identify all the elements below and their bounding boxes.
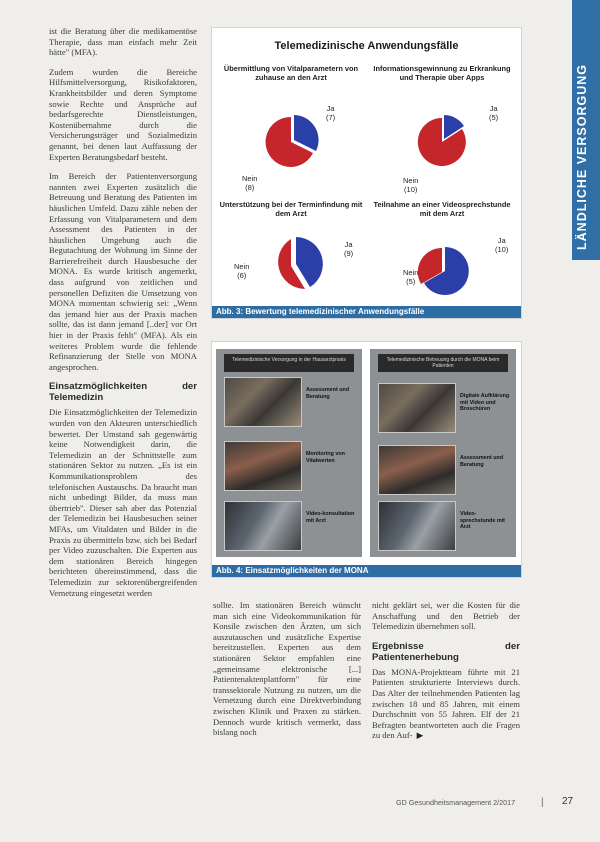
photo-row <box>224 377 354 427</box>
pie-label-ja: Ja (7) <box>326 104 336 122</box>
photo-image <box>224 441 302 491</box>
figure-pie-charts <box>211 27 522 319</box>
photo-image <box>224 377 302 427</box>
panel-heading: Telemedizinische Betreuung durch die MONA beim Patienten <box>378 354 508 372</box>
panel-hausarztpraxis <box>216 349 362 557</box>
photo-label: Video-konsultation mit Arzt <box>306 511 355 524</box>
photo-image <box>378 501 456 551</box>
pie-label-ja: Ja (10) <box>495 236 509 254</box>
pie-slice-ja <box>296 237 323 287</box>
photo-label: Assessment und Beratung <box>306 387 350 400</box>
section-tab <box>572 0 600 260</box>
pie-label-ja: Ja (5) <box>489 104 499 122</box>
pie-title: Informationsgewinnung zu Erkrankung und Therapie über Apps <box>373 64 511 82</box>
pie-title: Unterstützung bei der Terminfindung mit dem Arzt <box>219 200 363 218</box>
continue-arrow-icon: ▶ <box>416 731 424 742</box>
pie-label-nein: Nein (8) <box>242 174 258 192</box>
pie-svg <box>216 92 366 192</box>
section-heading: Ergebnisse der Patientenerhebung <box>372 640 520 663</box>
footer-separator: | <box>541 797 544 808</box>
section-heading: Einsatzmöglichkeiten der Telemedizin <box>49 381 197 404</box>
pie-label-nein: Nein (5) <box>403 268 419 286</box>
photo-image <box>224 501 302 551</box>
photo-image <box>378 445 456 495</box>
text-column-2 <box>213 600 361 747</box>
photo-label: Video-sprechstunde mit Arzt <box>460 511 505 531</box>
photo-label: Assessment und Beratung <box>460 455 504 468</box>
photo-label: Digitale Aufklärung mit Video und Broschüren <box>460 393 510 413</box>
paragraph: Die Einsatzmöglichkeiten der Telemedizin wurden von den Akteuren unterschiedlich bewertet. Der Umstand sah gegenwärtig keine Notwendigkeit darin, die Telemedizin an der Schnittstelle zum stationären Sektor zu nutzen. „Es ist ein Kommunikationsproblem des telefonischen Austauschs. Da braucht man nicht unbedingt Bilder, da muss man übertrieb". Dieser sah aber das Potenzial der Telemedizin bei Hausbesuchen seiner MFAs, um Vitaldaten und Bilder in die Praxis zu übermitteln bzw. sich bei Bedarf per Video zuzuschalten. Die Experten aus dem stationären Bereich hingegen berichteten übereinstimmend, dass die Telemedizin zur sektorenübergreifenden Vernetzung eingesetzt werden <box>49 407 197 598</box>
paragraph: nicht geklärt sei, wer die Kosten für die Anschaffung und den Betrieb der Telemedizin übernehmen soll. <box>372 600 520 632</box>
figure-mona-photos <box>211 341 522 578</box>
text-column-3 <box>372 600 520 751</box>
pie-label-ja: Ja (9) <box>344 240 354 258</box>
figure-title: Telemedizinische Anwendungsfälle <box>274 40 459 52</box>
photo-row <box>378 383 508 433</box>
pie-title: Teilnahme an einer Videosprechstunde mit dem Arzt <box>373 200 511 218</box>
photo-row <box>224 441 354 491</box>
photo-row <box>378 501 508 551</box>
footer-publication: GD Gesundheitsmanagement 2/2017 <box>396 798 516 807</box>
photo-row <box>224 501 354 551</box>
paragraph: sollte. Im stationären Bereich wünscht man sich eine Videokommunikation für Konsile zwischen den Ärzten, um sich auszutauschen und zusätzliche Expertise bereitzustellen. Experten aus dem stationären Sektor empfahlen eine „gemeinsame elektronische [...] Patientenaktenplattform" für eine transsektorale Nutzung zu nutzen, um die Vernetzung durch eine Direktverbindung zwischen Klinik und Praxen zu stärken. Dennoch wurde kritisch vermerkt, dass bislang noch <box>213 600 361 738</box>
panel-patient <box>370 349 516 557</box>
figure-caption: Abb. 4: Einsatzmöglichkeiten der MONA <box>212 565 521 577</box>
paragraph: Im Bereich der Patientenversorgung nannten zwei Experten zusätzlich die Betreuung und Beratung des Patienten im häuslichen Umfeld. Dazu zähle neben der Erfassung von Vitalparametern und dem Assessment des Patienten in der häuslichen Umgebung auch die Begutachtung der Wohnung im Sinne der Barrierefreiheit durch Hausbesuche der MONA. Es wurde kritisch angemerkt, dass aufgrund von zeitlichen und personellen Defiziten die Umsetzung von MONA momentan schwierig sei: „Wenn das jemand hier aus der Praxis machen sollte, das ist dann jemand [..der] vor Ort hier in der Praxis fehlt" (MFA). Als ein weiteres Problem wurde die fehlende Refinanzierung der Stelle von MONA angesprochen. <box>49 171 197 372</box>
paragraph: Das MONA-Projektteam führte mit 21 Patienten strukturierte Interviews durch. Das Alter der teilnehmenden Patienten lag zwischen 18 und 85 Jahren, mit einem Durchschnitt von 55 Jahren. Elf der 21 Befragten beantworteten auch die Fragen zu den Auf- ▶ <box>372 666 520 742</box>
paragraph: Zudem wurden die Bereiche Hilfsmittelversorgung, Risikofaktoren, Krankheitsbilder und deren Symptome sowie Rechte und Ansprüche auf bedarfsgerechte Dienstleistungen, Kostenübernahme durch die Versicherungsträger und Sozialmedizin genannt, bei denen laut Auffassung der Experten Beratungsbedarf besteht. <box>49 66 197 162</box>
photo-image <box>378 383 456 433</box>
pie-chart-apps <box>367 64 517 194</box>
pie-title: Übermittlung von Vitalparametern von zuhause an den Arzt <box>223 64 359 82</box>
photo-label: Monitoring von Vitalwerten <box>306 451 345 464</box>
section-tab-label: LÄNDLICHE VERSORGUNG <box>575 64 589 250</box>
pie-label-nein: Nein (10) <box>403 176 419 194</box>
photo-row <box>378 445 508 495</box>
page-number: 27 <box>562 796 574 807</box>
text-column-1 <box>49 26 197 607</box>
panel-heading: Telemedizinische Versorgung in der Hausarztpraxis <box>224 354 354 372</box>
paragraph: ist die Beratung über die medikamentöse Therapie, dass man einfach mehr Zeit hätte" (MFA). <box>49 26 197 58</box>
figure-caption: Abb. 3: Bewertung telemedizinischer Anwendungsfälle <box>212 306 521 318</box>
pie-chart-vitalparameter <box>216 64 366 192</box>
pie-label-nein: Nein (6) <box>234 262 250 280</box>
